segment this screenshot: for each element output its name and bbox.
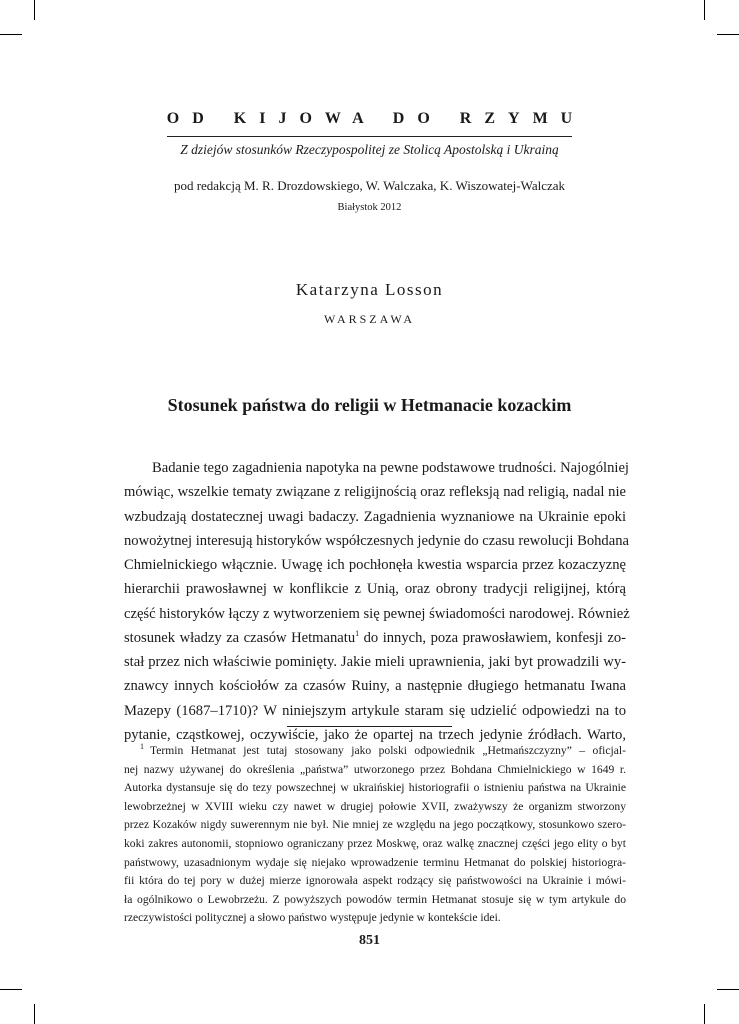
- footnote-line: lewobrzeżnej w XVIII wieku czy nawet w drugiej połowie XVII, zważywszy że organizm stworzony: [124, 799, 626, 813]
- author-affiliation: WARSZAWA: [323, 312, 416, 326]
- editors-line: pod redakcją M. R. Drozdowskiego, W. Walczaka, K. Wiszowatej-Walczak: [173, 178, 566, 193]
- body-line: mówiąc, wszelkie tematy związane z religijnością oraz refleksją nad religią, nadal nie: [124, 484, 626, 501]
- crop-mark: [34, 0, 35, 20]
- crop-mark: [0, 989, 22, 990]
- body-line-part: stosunek władzy za czasów Hetmanatu: [124, 629, 356, 646]
- crop-mark: [717, 34, 739, 35]
- place-year: Białystok 2012: [337, 202, 402, 213]
- article-title: Stosunek państwa do religii w Hetmanacie kozackim: [167, 395, 572, 415]
- footnote: [124, 742, 626, 928]
- footnote-separator: [287, 726, 452, 727]
- footnote-line: przez Kozaków nigdy suwerennym nie był. Nie mniej ze względu na jego początkowy, stosunkowo szero-: [124, 818, 626, 832]
- footnote-text: Termin Hetmanat jest tutaj stosowany jako polski odpowiednik „Hetmańszczyzny” – oficjal-: [150, 744, 626, 757]
- footnote-line: państwowy, uzasadnionym wydaje się niejako wprowadzenie terminu Hetmanat do polskiej historiogra-: [124, 855, 626, 869]
- footnote-reference[interactable]: 1: [355, 628, 360, 638]
- footnote-line: koki zakres autonomii, stopniowo ograniczany przez Moskwę, oraz walkę znacznej części jego elity o byt: [124, 836, 626, 850]
- body-line: znawcy innych kościołów za czasów Ruiny, a następnie długiego hetmanatu Iwana: [124, 678, 626, 695]
- body-line: stał przez nich właściwie pominięty. Jakie mieli uprawnienia, jaki byt prowadzili wy-: [124, 654, 626, 670]
- author-name: Katarzyna Losson: [295, 280, 444, 299]
- body-line: Chmielnickiego włącznie. Uwagę ich pochłonęła kwestia wsparcia przez kozaczyznę: [124, 557, 626, 573]
- body-line: nowożytnej interesują historyków współczesnych jedynie do czasu rewolucji Bohdana: [124, 532, 629, 549]
- body-line: wzbudzają dostatecznej uwagi badaczy. Zagadnienia wyznaniowe na Ukrainie epoki: [124, 508, 626, 525]
- footnote-line: nej nazwy używanej do określenia „państwa” utworzonego przez Bohdana Chmielnickiego w 1649 r.: [124, 762, 626, 776]
- header-rule: [167, 136, 572, 137]
- crop-mark: [704, 1004, 705, 1024]
- crop-mark: [704, 0, 705, 20]
- body-line-with-note: [124, 626, 626, 650]
- footnote-line: fii która do tej pory w dużej mierze ignorowała aspekt rodzący się państwowości na Ukrainie i mówi-: [124, 874, 626, 888]
- crop-mark: [717, 989, 739, 990]
- footnote-line: ła ogólnikowo o Lewobrzeżu. Z powyższych powodów termin Hetmanat stosuje się w tym artykule do: [124, 892, 626, 906]
- body-line-part: do innych, poza prawosławiem, konfesji zo-: [359, 629, 626, 646]
- article-body: [124, 456, 630, 747]
- crop-mark: [0, 34, 22, 35]
- body-line: pytanie, cząstkowej, oczywiście, jako że opartej na trzech jedynie źródłach. Warto,: [124, 726, 626, 743]
- footnote-line: Autorka dystansuje się do tezy powszechnej w ukraińskiej historiografii o istnieniu państwa na Ukrainie: [124, 781, 626, 795]
- footnote-line: [124, 742, 626, 761]
- footnote-line: rzeczywistości politycznej a słowo państwo występuje jedynie w kontekście idei.: [124, 911, 501, 925]
- series-subtitle: Z dziejów stosunków Rzeczypospolitej ze Stolicą Apostolską i Ukrainą: [180, 142, 559, 157]
- body-line: Badanie tego zagadnienia napotyka na pewne podstawowe trudności. Najogólniej: [152, 460, 629, 476]
- footnote-mark: 1: [140, 742, 144, 752]
- body-line: Mazepy (1687–1710)? W niniejszym artykule staram się udzielić odpowiedzi na to: [124, 702, 626, 719]
- running-title: OD KIJOWA DO RZYMU: [166, 110, 586, 127]
- page-number: 851: [359, 933, 380, 948]
- crop-mark: [34, 1004, 35, 1024]
- body-line: część historyków łączy z wytworzeniem się pewnej świadomości narodowej. Również: [124, 605, 630, 622]
- body-line: hierarchii prawosławnej w konflikcie z Unią, oraz obrony tradycji religijnej, którą: [124, 581, 626, 598]
